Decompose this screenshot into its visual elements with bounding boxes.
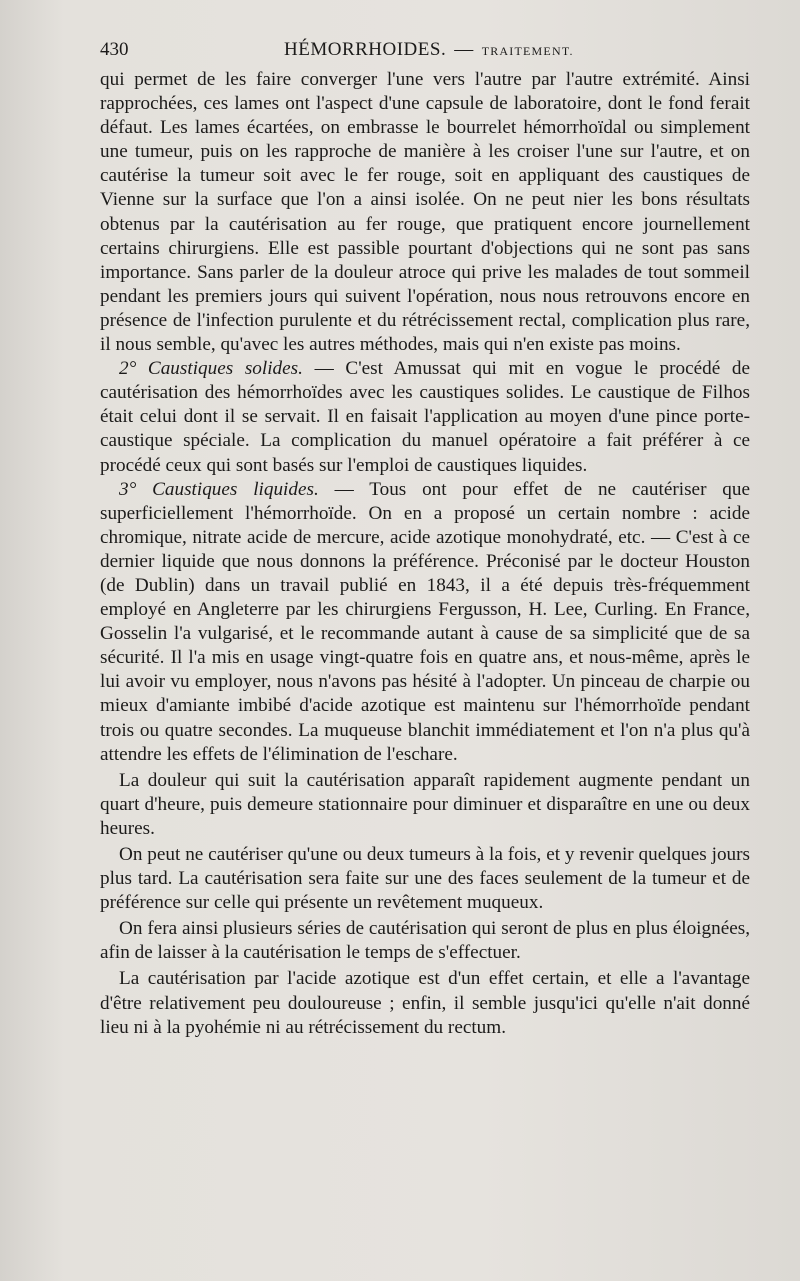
paragraph: On peut ne cautériser qu'une ou deux tumeurs à la fois, et y revenir quelques jours plus tard. La cautérisation sera faite sur une des faces seulement de la tumeur et de préférence sur celle qui présente un revêtement muqueux. <box>100 844 750 914</box>
section-heading-caustiques-liquides: 3° Caustiques liquides. <box>119 478 319 500</box>
section-heading-caustiques-solides: 2° Caustiques solides. <box>119 358 303 380</box>
running-head-subtitle: TRAITEMENT. <box>481 44 574 58</box>
page-number: 430 <box>100 39 129 60</box>
paragraph: La cautérisation par l'acide azotique est d'un effet certain, et elle a l'avantage d'être relativement peu douloureuse ; enfin, il semble jusqu'ici qu'elle n'ait donné lieu ni à la pyohémie ni au rétrécissement du rectum. <box>100 968 750 1038</box>
paragraph-caustiques-solides <box>100 357 750 477</box>
running-head-dash: — <box>454 39 474 60</box>
running-head <box>284 36 574 65</box>
paragraph: On fera ainsi plusieurs séries de cautérisation qui seront de plus en plus éloignées, afin de laisser à la cautérisation le temps de s'effectuer. <box>100 918 750 964</box>
running-head-title: HÉMORRHOIDES. <box>284 39 447 60</box>
paragraph: La douleur qui suit la cautérisation apparaît rapidement augmente pendant un quart d'heure, puis demeure stationnaire pour diminuer et disparaître en une ou deux heures. <box>100 769 750 839</box>
paragraph-caustiques-liquides <box>100 478 750 767</box>
body-text <box>100 68 750 1040</box>
paragraph-body: — Tous ont pour effet de ne cautériser que superficiellement l'hémorrhoïde. On en a proposé un certain nombre : acide chromique, nitrate acide de mercure, acide azotique monohydraté, etc. — C'est à ce dernier liquide que nous donnons la préférence. Préconisé par le docteur Houston (de Dublin) dans un travail publié en 1843, il a été depuis très-fréquemment employé en Angleterre par les chirurgiens Fergusson, H. Lee, Curling. En France, Gosselin l'a vulgarisé, et le recommande autant à cause de sa simplicité que de sa sécurité. Il l'a mis en usage vingt-quatre fois en quatre ans, et nous-même, après le lui avoir vu employer, nous n'avons pas hésité à l'adopter. Un pinceau de charpie ou mieux d'amiante imbibé d'acide azotique est maintenu sur l'hémorrhoïde pendant trois ou quatre secondes. La muqueuse blanchit immédiatement et l'on n'a plus qu'à attendre les effets de l'élimination de l'eschare. <box>100 478 750 765</box>
page-header <box>100 36 750 64</box>
paragraph-continued: qui permet de les faire converger l'une vers l'autre par l'autre extrémité. Ainsi rapprochées, ces lames ont l'aspect d'une capsule de laboratoire, dont le fond ferait défaut. Les lames écartées, on embrasse le bourrelet hémorrhoïdal ou simplement une tumeur, puis on les rapproche de manière à les croiser l'une sur l'autre, et on cautérise la tumeur soit avec le fer rouge, soit en appliquant des caustiques de Vienne sur la surface que l'on a ainsi isolée. On ne peut nier les bons résultats obtenus par la cautérisation au fer rouge, que pratiquent encore journellement certains chirurgiens. Elle est passible pourtant d'objections qui ne sont pas sans importance. Sans parler de la douleur atroce qui prive les malades de tout sommeil pendant les premiers jours qui suivent l'opération, nous nous retrouvons encore en présence de l'infection purulente et du rétrécissement rectal, complication plus rare, il nous semble, qu'avec les autres méthodes, mais qui n'en existe pas moins. <box>100 69 750 356</box>
paragraph-body: — C'est Amussat qui mit en vogue le procédé de cautérisation des hémorrhoïdes avec les caustiques solides. Le caustique de Filhos était celui dont il se servait. Il en faisait l'application au moyen d'une pince porte-caustique spéciale. La complication du manuel opératoire a fait préférer à ce procédé ceux qui sont basés sur l'emploi de caustiques liquides. <box>100 358 750 476</box>
